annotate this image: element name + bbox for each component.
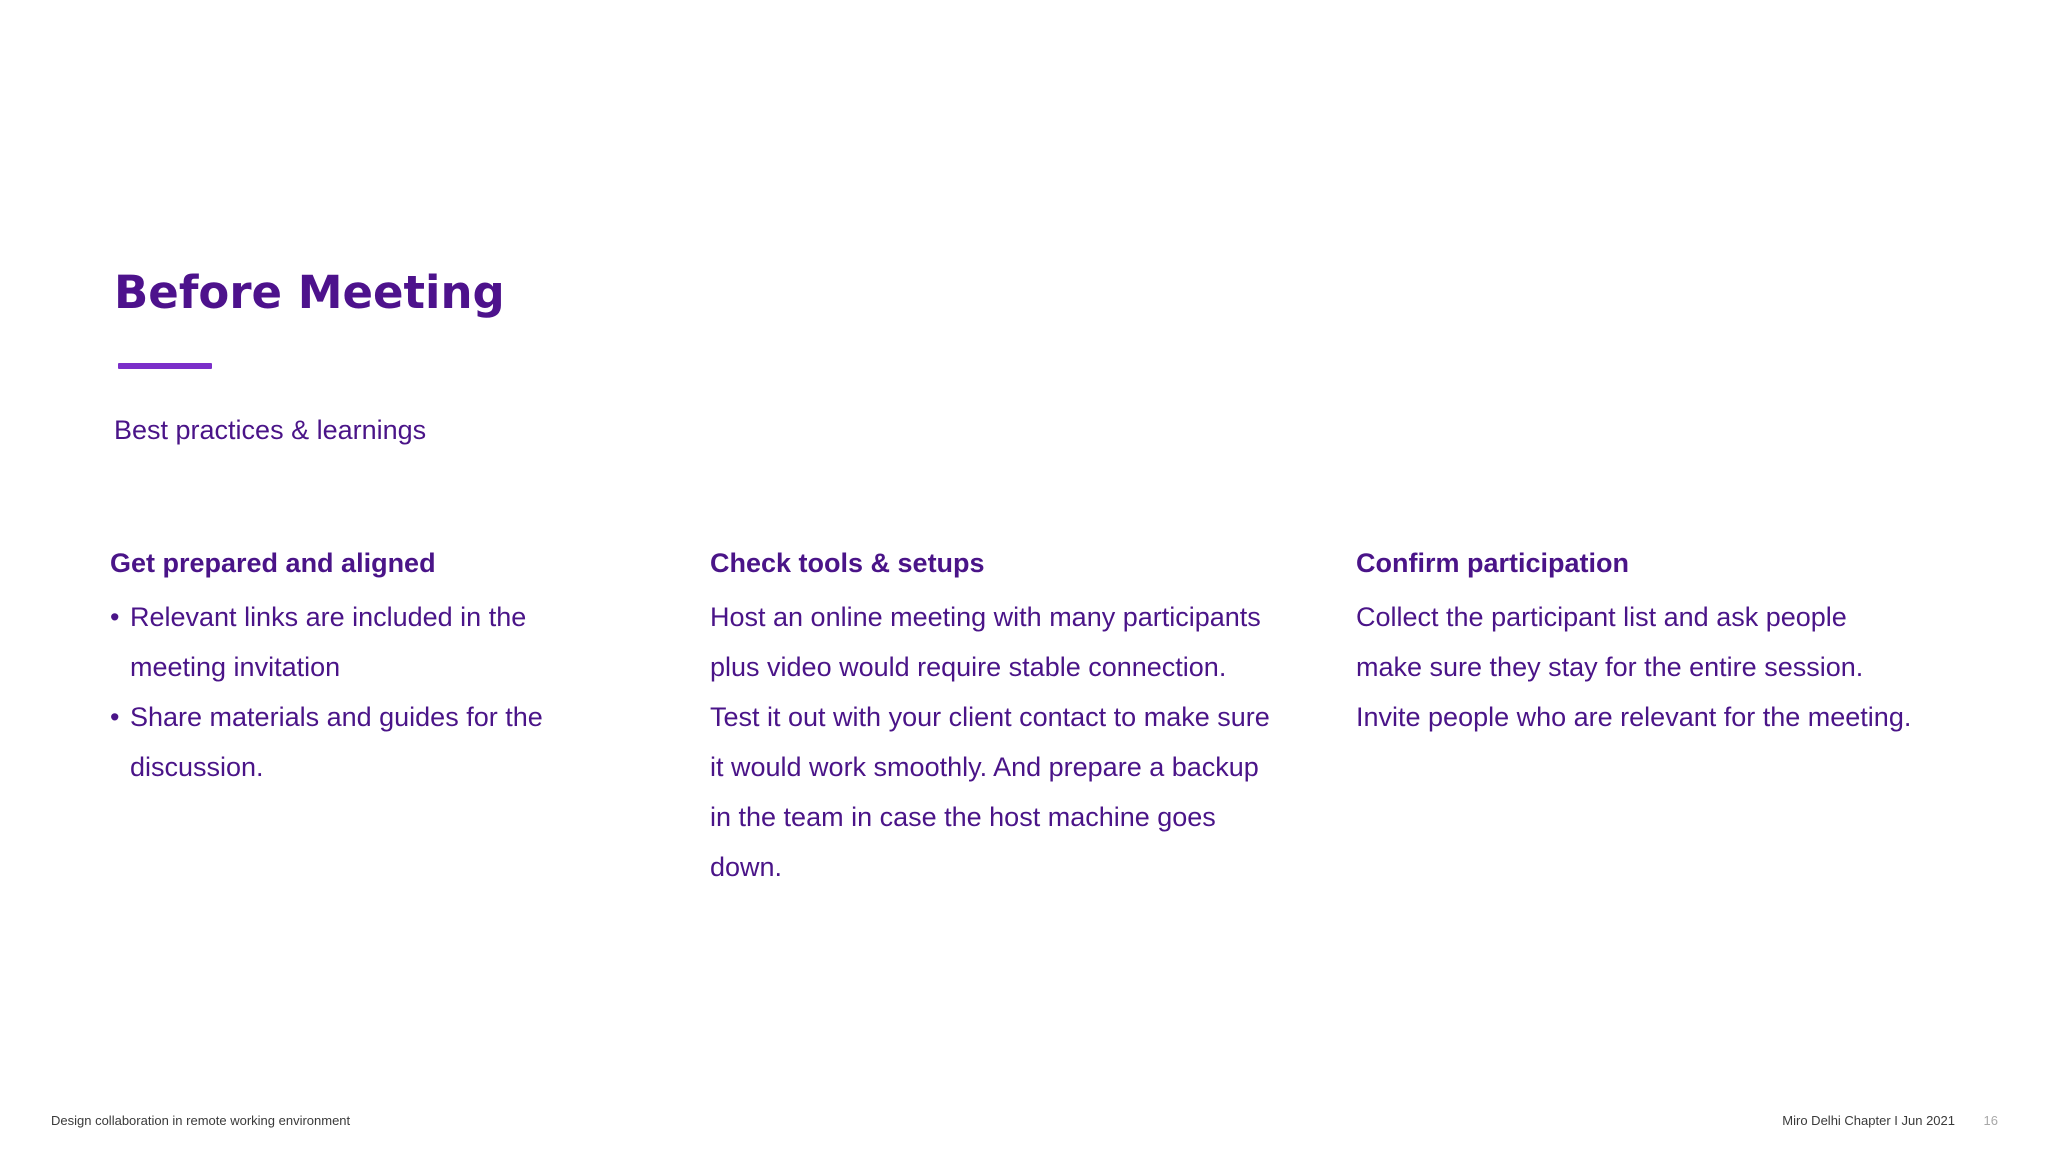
column-heading: Get prepared and aligned <box>110 548 436 578</box>
title-underline <box>118 363 212 369</box>
column-check-tools <box>710 546 1270 892</box>
list-item <box>110 692 610 792</box>
list-item-text: Share materials and guides for the discussion. <box>130 702 543 782</box>
list-item-text: Relevant links are included in the meeting invitation <box>130 602 527 682</box>
column-body: Host an online meeting with many participants plus video would require stable connection. Test it out with your client contact to make sure it would work smoothly. And prepare a backup in the team in case the host machine goes down. <box>710 602 1270 882</box>
bullet-list <box>110 592 610 792</box>
bullet-dot-icon: • <box>110 602 120 632</box>
footer-chapter-date: Miro Delhi Chapter I Jun 2021 <box>1782 1113 1955 1128</box>
slide-title: Before Meeting <box>114 266 505 319</box>
footer-deck-title: Design collaboration in remote working environment <box>51 1113 351 1128</box>
column-confirm-participation <box>1356 546 1916 742</box>
list-item <box>110 592 610 692</box>
column-heading: Check tools & setups <box>710 548 985 578</box>
column-heading: Confirm participation <box>1356 548 1630 578</box>
slide-subtitle: Best practices & learnings <box>114 415 427 445</box>
bullet-dot-icon: • <box>110 702 120 732</box>
column-get-prepared <box>110 546 610 792</box>
page-number: 16 <box>1983 1113 1998 1128</box>
column-body: Collect the participant list and ask people make sure they stay for the entire session. Invite people who are relevant for the meeting. <box>1356 602 1912 732</box>
